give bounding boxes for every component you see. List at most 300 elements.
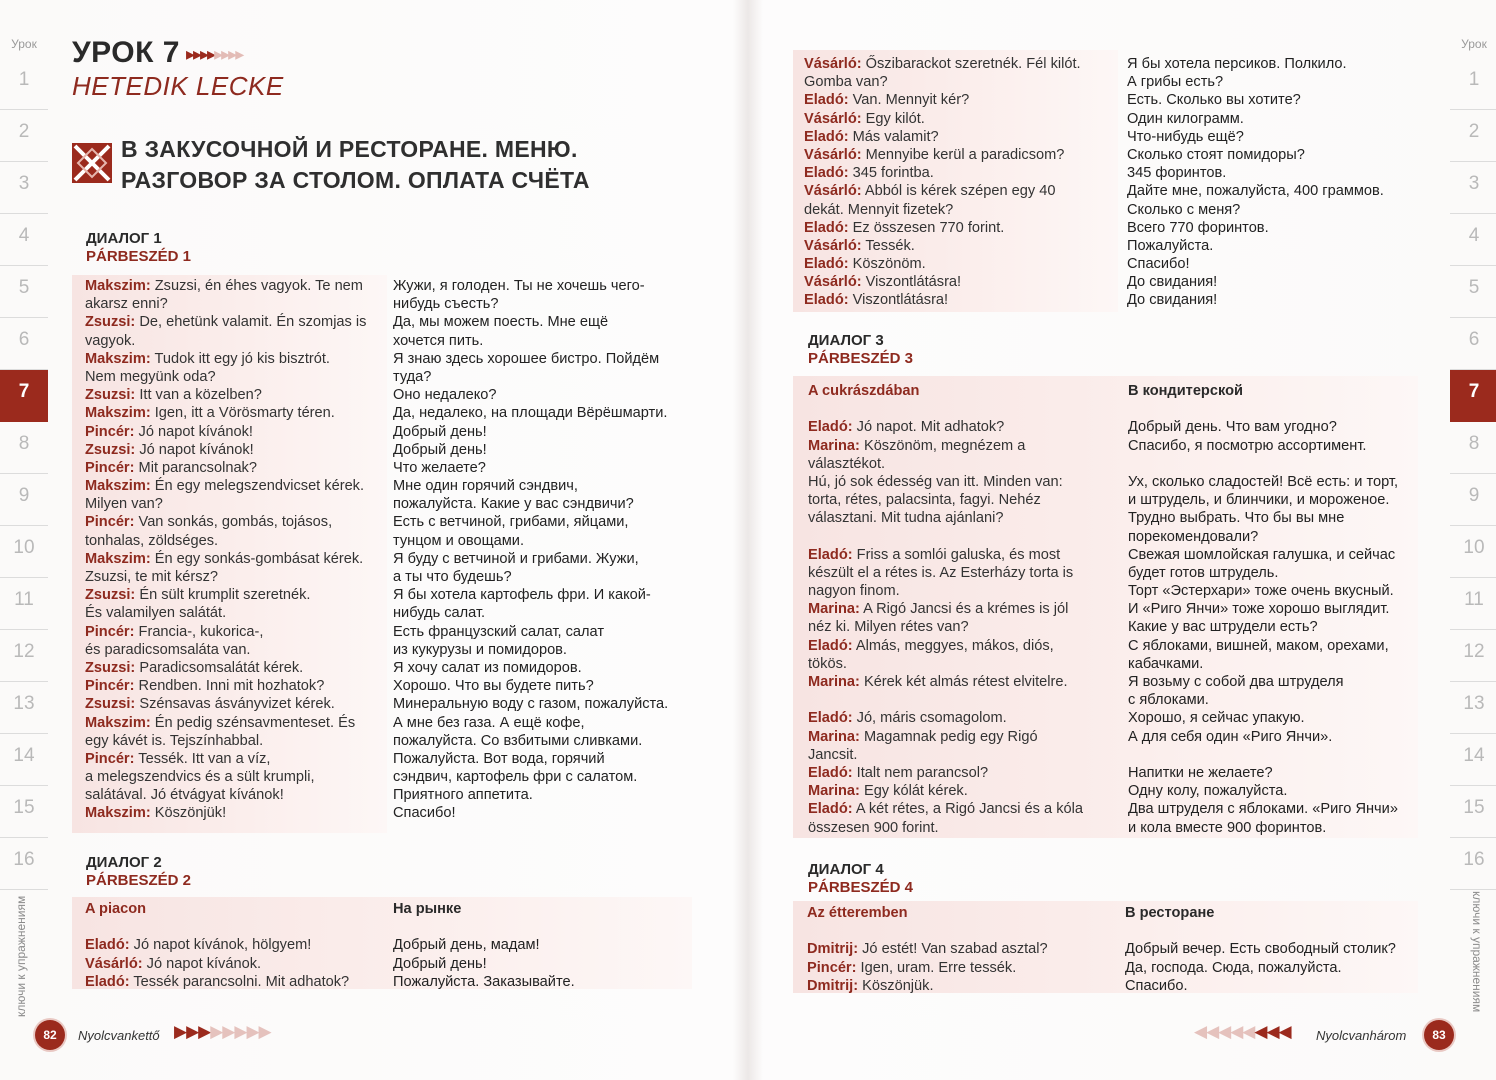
lesson-subtitle: HETEDIK LECKE xyxy=(72,71,284,101)
dialog-line xyxy=(804,128,1081,146)
speaker-name: Eladó: xyxy=(808,801,853,818)
speaker-name: Marina: xyxy=(808,674,860,690)
translation-line: А для себя один «Риго Янчи». xyxy=(1128,728,1333,745)
speaker-name: Vásárló: xyxy=(804,146,862,163)
line-text: és paradicsomsaláta van. xyxy=(85,641,251,658)
dialog-line xyxy=(808,819,1083,837)
translation-line: порекомендовали? xyxy=(1128,528,1259,545)
line-text: Én sült krumplit szeretnék. xyxy=(135,587,311,604)
dialog-2-russian xyxy=(393,900,575,991)
speaker-name: Eladó: xyxy=(85,973,130,990)
translation-line: Один килограмм. xyxy=(1127,110,1244,127)
lesson-tab-12[interactable]: 12 xyxy=(1450,630,1496,682)
answer-keys-tab[interactable] xyxy=(0,891,48,1021)
line-text: Italt nem parancsol? xyxy=(852,764,989,781)
translation-line: Сколько стоят помидоры? xyxy=(1127,146,1305,163)
line-text: De, ehetünk valamit. Én szomjas is xyxy=(135,314,367,331)
dialog-line xyxy=(85,386,366,404)
dialog-line xyxy=(85,586,366,604)
line-text: Milyen van? xyxy=(85,496,163,513)
translation-line: Спасибо. xyxy=(1125,977,1188,994)
lesson-tab-4[interactable]: 4 xyxy=(1450,214,1496,266)
line-text: Zsuzsi, én éhes vagyok. Te nem xyxy=(150,278,363,294)
translation-line: Я возьму с собой два штруделя xyxy=(1128,674,1344,690)
translation-line: Пожалуйста. xyxy=(1127,237,1214,254)
translation-line: Трудно выбрать. Что бы вы мне xyxy=(1128,510,1345,527)
translation-line: Торт «Эстерхари» тоже очень вкусный. xyxy=(1128,583,1394,600)
line-text: A két rétes, a Rigó Jancsi és a kóla xyxy=(852,801,1083,818)
dialog-line xyxy=(808,655,1083,673)
line-text: egy kávét is. Tejszínhabbal. xyxy=(85,732,264,749)
footer-arrows-left-icon: ◀◀◀◀◀◀◀◀ xyxy=(1194,1022,1291,1041)
translation-line: Добрый день! xyxy=(393,441,487,458)
lesson-tab-6[interactable]: 6 xyxy=(0,318,48,370)
dialog-line xyxy=(804,219,1081,237)
line-text: És valamilyen salátát. xyxy=(85,605,227,622)
line-text: összesen 900 forint. xyxy=(808,819,939,836)
speaker-name: Eladó: xyxy=(808,637,853,654)
line-text: Paradicsomsalátát kérek. xyxy=(135,659,304,676)
translation-line: Да, недалеко, на площади Вёрёшмарти. xyxy=(393,405,668,422)
speaker-name: Zsuzsi: xyxy=(85,314,136,331)
dialog-line xyxy=(85,423,366,441)
speaker-name: Eladó: xyxy=(808,419,853,436)
lesson-tab-15[interactable]: 15 xyxy=(0,786,48,838)
line-text: Más valamit? xyxy=(848,128,939,145)
speaker-name: Vásárló: xyxy=(804,237,862,254)
line-text: salátával. Jó étvágyat kívánok! xyxy=(85,787,284,804)
line-text: Van. Mennyit kér? xyxy=(848,92,970,109)
lesson-tab-10[interactable]: 10 xyxy=(1450,526,1496,578)
dialog-line xyxy=(808,509,1083,527)
speaker-name: Vásárló: xyxy=(804,56,862,72)
lesson-tab-5[interactable]: 5 xyxy=(1450,266,1496,318)
dialog-line xyxy=(85,532,366,550)
speaker-name: Pincér: xyxy=(85,459,135,476)
line-text: nagyon finom. xyxy=(808,583,900,600)
line-text: A Rigó Jancsi és a krémes is jól xyxy=(859,601,1069,618)
page-number-left: 82 xyxy=(35,1020,65,1050)
line-text: Jó napot kívánok. xyxy=(142,955,262,972)
dialog-line xyxy=(85,295,366,313)
translation-line: Хорошо, я сейчас упакую. xyxy=(1128,710,1305,727)
speaker-name: Vásárló: xyxy=(804,183,862,200)
dialog-1-heading xyxy=(86,230,191,266)
speaker-name: Zsuzsi: xyxy=(85,696,136,713)
dialog-3-hu-title: PÁRBESZÉD 3 xyxy=(808,350,914,367)
dialog-line xyxy=(85,404,366,422)
lesson-tab-7[interactable]: 7 xyxy=(0,370,48,422)
lesson-caption: Урок xyxy=(1461,37,1487,51)
line-text: Mennyibe kerül a paradicsom? xyxy=(861,146,1065,163)
dialog-line xyxy=(808,764,1083,782)
translation-line: сэндвич, картофель фри с салатом. xyxy=(393,769,638,786)
translation-line: Приятного аппетита. xyxy=(393,787,533,804)
dialog-line xyxy=(85,350,366,368)
lesson-tab-7[interactable]: 7 xyxy=(1450,370,1496,422)
translation-line: Добрый день. Что вам угодно? xyxy=(1128,419,1337,436)
line-text: tökös. xyxy=(808,655,847,672)
dialog-line xyxy=(804,110,1081,128)
dialog-line xyxy=(808,782,1083,800)
dialog-line xyxy=(807,940,1048,958)
line-text: Köszönjük! xyxy=(150,805,227,822)
lesson-tab-16[interactable]: 16 xyxy=(1450,838,1496,890)
title-arrows-icon: ▸▸▸▸▸▸▸▸ xyxy=(185,43,243,64)
dialog-line xyxy=(85,568,366,586)
translation-line: Ух, сколько сладостей! Всё есть: и торт, xyxy=(1128,473,1399,490)
dialog-line xyxy=(85,641,366,659)
translation-line: Спасибо! xyxy=(393,805,456,822)
line-text: Jó estét! Van szabad asztal? xyxy=(858,941,1048,958)
dialog-3-heading xyxy=(808,332,913,368)
line-text: Viszontlátásra! xyxy=(848,292,949,309)
lesson-tab-16[interactable]: 16 xyxy=(0,838,48,890)
speaker-name: Zsuzsi: xyxy=(85,587,136,604)
translation-line: Что-нибудь ещё? xyxy=(1127,128,1244,145)
dialog-line xyxy=(85,623,366,641)
dialog-line xyxy=(85,714,366,732)
line-text: Friss a somlói galuska, és most xyxy=(852,546,1061,563)
line-text: Tessék parancsolni. Mit adhatok? xyxy=(129,973,350,990)
dialog-line xyxy=(808,746,1083,764)
speaker-name: Dmitrij: xyxy=(807,977,859,994)
dialog-line xyxy=(85,368,366,386)
dialog-line xyxy=(85,477,366,495)
translation-line: Свежая шомлойская галушка, и сейчас xyxy=(1128,546,1396,563)
dialog-3-ru-heading: В кондитерской xyxy=(1128,383,1243,399)
line-text: Én egy melegszendvicset kérek. xyxy=(150,478,365,495)
translation-line: Добрый вечер. Есть свободный столик? xyxy=(1125,941,1396,958)
answer-keys-label: ключи к упражнениям xyxy=(14,895,28,1017)
speaker-name: Makszim: xyxy=(85,405,151,422)
dialog-1-hungarian xyxy=(85,277,366,823)
line-text: Kérek két almás rétest elvitelre. xyxy=(859,674,1068,690)
line-text: akarsz enni? xyxy=(85,296,168,313)
translation-line: нибудь салат. xyxy=(393,605,486,622)
dialog-line xyxy=(85,732,366,750)
translation-line: Мне один горячий сэндвич, xyxy=(393,478,578,495)
translation-line: Есть с ветчиной, грибами, яйцами, xyxy=(393,514,629,531)
dialog-line xyxy=(85,677,366,695)
translation-line: с яблоками. xyxy=(1128,692,1209,709)
dialog-line xyxy=(807,959,1048,977)
dialog-line xyxy=(808,473,1083,491)
lesson-tab-1[interactable]: 1 xyxy=(0,58,48,110)
dialog-line xyxy=(804,182,1081,200)
dialog-line xyxy=(808,582,1083,600)
lesson-tab-14[interactable]: 14 xyxy=(1450,734,1496,786)
lesson-caption: Урок xyxy=(11,37,37,51)
speaker-name: Eladó: xyxy=(804,219,849,236)
lesson-tab-11[interactable]: 11 xyxy=(1450,578,1496,630)
dialog-line xyxy=(85,804,366,822)
right-lesson-tabs xyxy=(1450,36,1496,1013)
lesson-tab-9[interactable]: 9 xyxy=(0,474,48,526)
speaker-name: Pincér: xyxy=(85,423,135,440)
line-text: választékot. xyxy=(808,455,886,472)
line-text: Nem megyünk oda? xyxy=(85,368,216,385)
dialog-3-russian xyxy=(1128,382,1398,837)
translation-line: Я знаю здесь хорошее бистро. Пойдём xyxy=(393,350,660,367)
speaker-name: Makszim: xyxy=(85,550,151,567)
dialog-line xyxy=(808,800,1083,818)
dialog-line xyxy=(804,237,1081,255)
dialog-4-hungarian xyxy=(807,904,1048,995)
dialog-line xyxy=(808,637,1083,655)
dialog-line xyxy=(804,164,1081,182)
translation-line: туда? xyxy=(393,368,432,385)
translation-line: Добрый день, мадам! xyxy=(393,937,540,954)
lesson-tab-11[interactable]: 11 xyxy=(0,578,48,630)
page-name-left: Nyolcvankettő xyxy=(78,1028,160,1043)
lesson-tab-10[interactable]: 10 xyxy=(0,526,48,578)
dialog-line xyxy=(804,55,1081,73)
answer-keys-label: ключи к упражнениям xyxy=(1470,891,1484,1013)
line-text: Tessék. xyxy=(861,237,915,254)
speaker-name: Vásárló: xyxy=(804,110,862,127)
speaker-name: Makszim: xyxy=(85,805,151,822)
speaker-name: Eladó: xyxy=(808,710,853,727)
translation-line: Хорошо. Что вы будете пить? xyxy=(393,678,594,695)
speaker-name: Makszim: xyxy=(85,278,151,294)
translation-line: Сколько с меня? xyxy=(1127,201,1241,218)
dialog-line xyxy=(808,437,1083,455)
speaker-name: Zsuzsi: xyxy=(85,659,136,676)
lesson-tab-15[interactable]: 15 xyxy=(1450,786,1496,838)
lesson-tab-8[interactable]: 8 xyxy=(1450,422,1496,474)
lesson-tab-9[interactable]: 9 xyxy=(1450,474,1496,526)
dialog-2-hu-heading: A piacon xyxy=(85,901,147,917)
line-text: Jó napot kívánok, hölgyem! xyxy=(129,937,312,954)
translation-line: будет готов штрудель. xyxy=(1128,564,1279,581)
crossed-cutlery-icon xyxy=(72,143,112,183)
line-text: Egy kólát kérek. xyxy=(859,783,968,800)
topic-line-1: В ЗАКУСОЧНОЙ И РЕСТОРАНЕ. МЕНЮ. xyxy=(121,136,578,162)
dialog-4-hu-heading: Az étteremben xyxy=(807,905,908,921)
lesson-tab-14[interactable]: 14 xyxy=(0,734,48,786)
dialog-line xyxy=(85,441,366,459)
dialog-2-ru-heading: На рынке xyxy=(393,901,462,917)
translation-line: Добрый день! xyxy=(393,423,487,440)
dialog-1-hu-title: PÁRBESZÉD 1 xyxy=(86,248,192,265)
speaker-name: Pincér: xyxy=(85,514,135,531)
translation-line: Дайте мне, пожалуйста, 400 граммов. xyxy=(1127,183,1384,200)
topic-heading xyxy=(121,134,590,196)
speaker-name: Marina: xyxy=(808,728,860,745)
speaker-name: Eladó: xyxy=(804,165,849,182)
dialog-4-heading xyxy=(808,861,913,897)
translation-line: кабачками. xyxy=(1128,655,1204,672)
translation-line: Я бы хотела персиков. Полкило. xyxy=(1127,56,1347,72)
line-text: Őszibarackot szeretnék. Fél kilót. xyxy=(861,56,1081,72)
speaker-name: Eladó: xyxy=(808,764,853,781)
dialog-line xyxy=(808,728,1083,746)
lesson-tab-13[interactable]: 13 xyxy=(1450,682,1496,734)
dialog-line xyxy=(808,691,1083,709)
dialog-4-ru-title: ДИАЛОГ 4 xyxy=(808,861,884,878)
lesson-tab-12[interactable]: 12 xyxy=(0,630,48,682)
dialog-line xyxy=(85,695,366,713)
translation-line: Есть французский салат, салат xyxy=(393,623,605,640)
translation-line: пожалуйста. Какие у вас сэндвичи? xyxy=(393,496,634,513)
line-text: dekát. Mennyit fizetek? xyxy=(804,201,954,218)
dialog-line xyxy=(804,255,1081,273)
translation-line: пожалуйста. Со взбитыми сливками. xyxy=(393,732,643,749)
dialog-line xyxy=(85,550,366,568)
translation-line: Что желаете? xyxy=(393,459,486,476)
lesson-tab-5[interactable]: 5 xyxy=(0,266,48,318)
dialog-line xyxy=(85,604,366,622)
speaker-name: Marina: xyxy=(808,437,860,454)
dialog-line xyxy=(85,955,349,973)
translation-line: Спасибо, я посмотрю ассортимент. xyxy=(1128,437,1367,454)
line-text: Tudok itt egy jó kis bisztrót. xyxy=(150,350,330,367)
translation-line: А мне без газа. А ещё кофе, xyxy=(393,714,585,731)
translation-line: Я буду с ветчиной и грибами. Жужи, xyxy=(393,550,639,567)
dialog-line xyxy=(808,455,1083,473)
speaker-name: Makszim: xyxy=(85,478,151,495)
dialog-3-ru-title: ДИАЛОГ 3 xyxy=(808,332,884,349)
dialog-1-ru-title: ДИАЛОГ 1 xyxy=(86,230,162,247)
lesson-tab-2[interactable]: 2 xyxy=(1450,110,1496,162)
dialog-line xyxy=(85,313,366,331)
translation-line: Есть. Сколько вы хотите? xyxy=(1127,92,1301,109)
speaker-name: Makszim: xyxy=(85,350,151,367)
line-text: a melegszendvics és a sült krumpli, xyxy=(85,769,315,786)
line-text: Mit parancsolnak? xyxy=(134,459,257,476)
speaker-name: Eladó: xyxy=(804,292,849,309)
dialog-line xyxy=(85,277,366,295)
lesson-title-text: УРОК 7 xyxy=(72,36,180,69)
speaker-name: Eladó: xyxy=(804,128,849,145)
line-text: Ez összesen 770 forint. xyxy=(848,219,1005,236)
line-text: Almás, meggyes, mákos, diós, xyxy=(852,637,1054,654)
dialog-line xyxy=(808,618,1083,636)
dialog-line xyxy=(85,659,366,677)
dialog-3-hu-heading: A cukrászdában xyxy=(808,383,920,399)
dialog-line xyxy=(85,513,366,531)
line-text: Jancsit. xyxy=(808,746,858,763)
dialog-1-hu-block xyxy=(72,275,387,833)
translation-line: Одну колу, пожалуйста. xyxy=(1128,783,1288,800)
line-text: Egy kilót. xyxy=(861,110,925,127)
line-text: Hú, jó sok édesség van itt. Minden van: xyxy=(808,473,1063,490)
translation-line: Да, мы можем поесть. Мне ещё xyxy=(393,314,609,331)
dialog-3-block xyxy=(793,376,1418,838)
translation-line: Я хочу салат из помидоров. xyxy=(393,659,582,676)
dialog-line xyxy=(808,546,1083,564)
dialog-line xyxy=(85,936,349,954)
line-text: tonhalas, zöldséges. xyxy=(85,532,219,549)
line-text: torta, rétes, palacsinta, fagyi. Nehéz xyxy=(808,492,1041,509)
dialog-line xyxy=(85,973,349,991)
line-text: Köszönjük. xyxy=(858,977,934,994)
line-text: Én egy sonkás-gombásat kérek. xyxy=(150,550,364,567)
dialog-4-hu-title: PÁRBESZÉD 4 xyxy=(808,879,914,896)
answer-keys-tab[interactable] xyxy=(1450,891,1496,1021)
translation-line: нибудь съесть? xyxy=(393,296,499,313)
translation-line: Минеральную воду с газом, пожалуйста. xyxy=(393,696,669,713)
dialog-2-hu-title: PÁRBESZÉD 2 xyxy=(86,872,192,889)
translation-line: Два штруделя с яблоками. «Риго Янчи» xyxy=(1128,801,1398,818)
translation-line: До свидания! xyxy=(1127,292,1218,309)
translation-line: Спасибо! xyxy=(1127,256,1190,273)
speaker-name: Eladó: xyxy=(85,937,130,954)
line-text: Francia-, kukorica-, xyxy=(134,623,264,640)
translation-line: Напитки не желаете? xyxy=(1128,764,1273,781)
footer-arrows-right-icon: ▶▶▶▶▶▶▶▶ xyxy=(174,1022,271,1041)
line-text: Tessék. Itt van a víz, xyxy=(134,750,271,767)
translation-line: тунцом и овощами. xyxy=(393,532,524,549)
translation-line: а ты что будешь? xyxy=(393,569,512,585)
topic-line-2: РАЗГОВОР ЗА СТОЛОМ. ОПЛАТА СЧЁТА xyxy=(121,167,590,193)
speaker-name: Eladó: xyxy=(804,256,849,273)
dialog-4-ru-heading: В ресторане xyxy=(1125,905,1215,921)
dialog-line xyxy=(808,418,1083,436)
lesson-tab-3[interactable]: 3 xyxy=(0,162,48,214)
dialog-line xyxy=(804,146,1081,164)
lesson-tab-4[interactable]: 4 xyxy=(0,214,48,266)
speaker-name: Zsuzsi: xyxy=(85,441,136,458)
page-name-right: Nyolcvanhárom xyxy=(1316,1028,1407,1043)
translation-line: Какие у вас штрудели есть? xyxy=(1128,619,1318,636)
translation-line: И «Риго Янчи» тоже хорошо выглядит. xyxy=(1128,601,1390,618)
line-text: Van sonkás, gombás, tojásos, xyxy=(134,514,333,531)
dialog-2-continued-russian xyxy=(1127,55,1384,310)
line-text: Jó napot kívánok! xyxy=(135,441,254,458)
speaker-name: Marina: xyxy=(808,783,860,800)
dialog-line xyxy=(804,73,1081,91)
speaker-name: Pincér: xyxy=(85,678,135,695)
lesson-tab-1[interactable]: 1 xyxy=(1450,58,1496,110)
lesson-tab-2[interactable]: 2 xyxy=(0,110,48,162)
line-text: néz ki. Milyen rétes van? xyxy=(808,619,969,636)
line-text: Igen, uram. Erre tessék. xyxy=(856,959,1017,976)
line-text: vagyok. xyxy=(85,332,136,349)
speaker-name: Pincér: xyxy=(85,750,135,767)
lesson-tab-13[interactable]: 13 xyxy=(0,682,48,734)
line-text: Itt van a közelben? xyxy=(135,387,262,404)
dialog-line xyxy=(85,768,366,786)
speaker-name: Vásárló: xyxy=(85,955,143,972)
dialog-line xyxy=(808,564,1083,582)
speaker-name: Makszim: xyxy=(85,714,151,731)
line-text: Jó, máris csomagolom. xyxy=(852,710,1007,727)
line-text: Köszönöm, megnézem a xyxy=(859,437,1026,454)
line-text: Gomba van? xyxy=(804,74,888,91)
translation-line: С яблоками, вишней, маком, орехами, xyxy=(1128,637,1389,654)
dialog-2-heading xyxy=(86,854,191,890)
lesson-tab-8[interactable]: 8 xyxy=(0,422,48,474)
dialog-line xyxy=(804,91,1081,109)
translation-line: Оно недалеко? xyxy=(393,387,497,404)
lesson-tab-6[interactable]: 6 xyxy=(1450,318,1496,370)
dialog-2-continued-block xyxy=(793,50,1118,312)
translation-line: 345 форинтов. xyxy=(1127,165,1227,182)
dialog-2-block xyxy=(72,897,692,989)
line-text: Jó napot kívánok! xyxy=(134,423,253,440)
dialog-3-hungarian xyxy=(808,382,1083,837)
speaker-name: Pincér: xyxy=(85,623,135,640)
lesson-tab-3[interactable]: 3 xyxy=(1450,162,1496,214)
speaker-name: Vásárló: xyxy=(804,274,862,291)
dialog-line xyxy=(804,201,1081,219)
translation-line: Добрый день! xyxy=(393,955,487,972)
dialog-line xyxy=(85,332,366,350)
translation-line: Жужи, я голоден. Ты не хочешь чего- xyxy=(393,278,645,294)
line-text: Jó napot. Mit adhatok? xyxy=(852,419,1005,436)
